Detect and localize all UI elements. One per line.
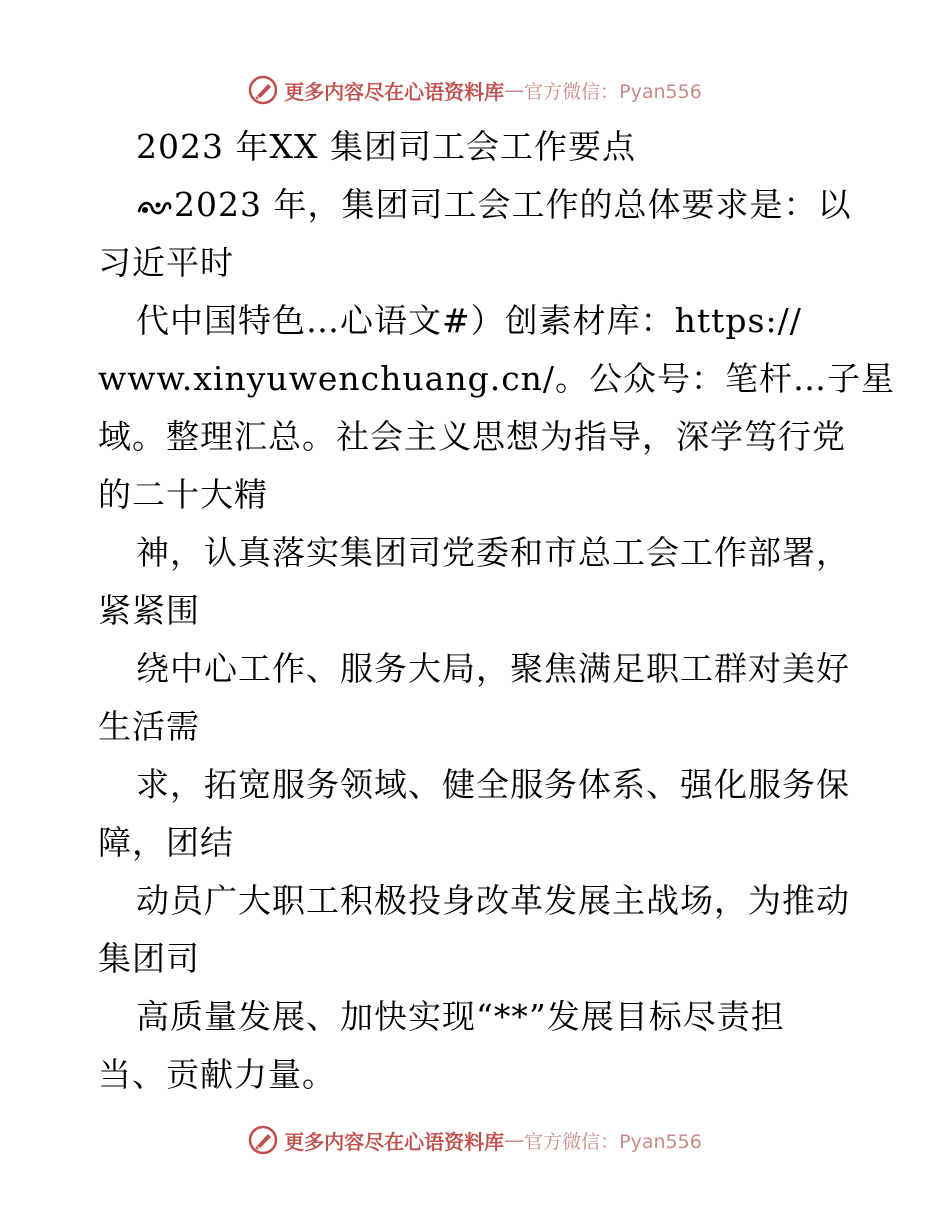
paragraph-line: 生活需 bbox=[98, 707, 200, 746]
paragraph-line: 绕中心工作、服务大局，聚焦满足职工群对美好 bbox=[136, 649, 850, 688]
ornament-flourish-icon bbox=[136, 195, 174, 219]
paragraph-line: 求，拓宽服务领域、健全服务体系、强化服务保 bbox=[136, 765, 850, 804]
banner-contact-text: 官方微信：Pyan556 bbox=[524, 1130, 702, 1153]
banner-brand-text: 更多内容尽在心语资料库 bbox=[284, 79, 505, 104]
banner-dash: — bbox=[504, 1128, 525, 1152]
banner-dash: — bbox=[504, 78, 525, 102]
footer-banner bbox=[0, 1120, 950, 1160]
paragraph-line: 代中国特色…心语文#）创素材库：https:// bbox=[136, 301, 802, 340]
document-body bbox=[98, 118, 896, 1104]
banner-brand-text: 更多内容尽在心语资料库 bbox=[284, 1129, 505, 1154]
pen-seal-logo-icon bbox=[248, 1125, 278, 1155]
document-title: 2023 年XX 集团司工会工作要点 bbox=[136, 127, 636, 166]
paragraph-line-text: 2023 年，集团司工会工作的总体要求是：以 bbox=[174, 185, 852, 224]
paragraph-line: 紧紧围 bbox=[98, 591, 200, 630]
banner-contact-text: 官方微信：Pyan556 bbox=[524, 80, 702, 103]
paragraph-line bbox=[98, 176, 858, 234]
paragraph-line: 动员广大职工积极投身改革发展主战场，为推动 bbox=[136, 881, 850, 920]
paragraph-line: 神，认真落实集团司党委和市总工会工作部署， bbox=[136, 533, 850, 572]
header-banner bbox=[0, 70, 950, 110]
paragraph-line: 的二十大精 bbox=[98, 475, 268, 514]
paragraph-line: 域。整理汇总。社会主义思想为指导，深学笃行党 bbox=[98, 417, 846, 456]
paragraph-line: 障，团结 bbox=[98, 823, 234, 862]
paragraph-line: 习近平时 bbox=[98, 243, 234, 282]
paragraph-line: www.xinyuwenchuang.cn/。公众号：笔杆…子星 bbox=[98, 359, 896, 398]
paragraph-line: 集团司 bbox=[98, 939, 200, 978]
paragraph-line: 高质量发展、加快实现“**”发展目标尽责担 bbox=[136, 997, 785, 1036]
pen-seal-logo-icon bbox=[248, 75, 278, 105]
paragraph-line: 当、贡献力量。 bbox=[98, 1055, 336, 1094]
